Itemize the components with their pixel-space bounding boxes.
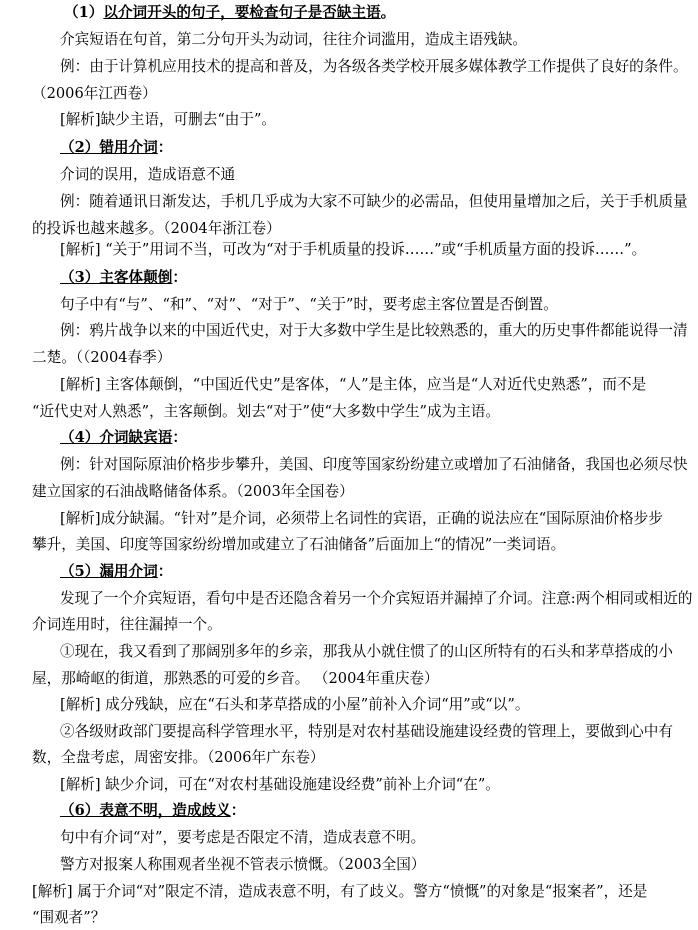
heading-punct: 。 — [380, 4, 396, 21]
text-line: ②各级财政部门要提高科学管理水平，特别是对农村基础设施建设经费的管理上，要做到心中有 — [60, 723, 673, 740]
text-line: “围观者”？ — [32, 909, 106, 926]
text-line: 例：随着通讯日渐发达，手机几乎成为大家不可缺少的必需品，但使用量增加之后，关于手机质量 — [60, 193, 688, 210]
section-heading — [60, 428, 187, 448]
heading-punct: ： — [172, 269, 187, 286]
section-heading — [60, 268, 187, 288]
analysis-line: [解析] 缺少介词，可在“对农村基础设施建设经费”前补上介词“在”。 — [60, 776, 500, 793]
heading-text: （2）错用介词 — [60, 139, 158, 156]
analysis-line: [解析] “关于”用词不当，可改为“对于手机质量的投诉……”或“手机质量方面的投诉……”。 — [60, 241, 647, 258]
text-line: 例：针对国际原油价格步步攀升，美国、印度等国家纷纷建立或增加了石油储备，我国也必须尽快 — [60, 456, 688, 473]
heading-punct: ： — [230, 802, 246, 819]
heading-text: （6）表意不明，造成歧义 — [60, 802, 231, 819]
analysis-line: [解析]缺少主语，可删去“由于”。 — [60, 111, 277, 128]
text-line: 二楚。（（2004春季） — [32, 349, 172, 366]
text-line: 的投诉也越来越多。（2004年浙江卷） — [32, 220, 281, 237]
analysis-line: [解析]成分缺漏。“针对”是介词，必须带上名词性的宾语，正确的说法应在“国际原油价格步步 — [60, 510, 663, 527]
text-line: “近代史对人熟悉”，主客颠倒。划去“对于”使“大多数中学生”成为主语。 — [32, 403, 500, 420]
text-line: （2006年江西卷） — [32, 85, 157, 102]
section-heading — [60, 562, 172, 582]
text-line: 句中有介词“对”，要考虑是否限定不清，造成表意不明。 — [60, 829, 426, 846]
section-heading — [60, 138, 172, 158]
text-line: 例：由于计算机应用技术的提高和普及，为各级各类学校开展多媒体教学工作提供了良好的条件。 — [60, 58, 688, 75]
section-heading — [60, 801, 245, 821]
heading-punct: ： — [172, 429, 187, 446]
text-line: 句子中有“与”、“和”、“对”、“对于”、“关于”时，要考虑主客位置是否倒置。 — [60, 296, 558, 313]
heading-text: （4）介词缺宾语 — [60, 429, 173, 446]
analysis-line: [解析] 成分残缺，应在“石头和茅草搭成的小屋”前补入介词“用”或“以”。 — [60, 696, 530, 713]
text-line: 屋，那崎岖的街道，那熟悉的可爱的乡音。 （2004年重庆卷） — [32, 670, 439, 687]
text-line: 攀升，美国、印度等国家纷纷增加或建立了石油储备”后面加上“的情况”一类词语。 — [32, 536, 566, 553]
analysis-line: [解析] 属于介词“对”限定不清，造成表意不明，有了歧义。警方“愤慨”的对象是“报案者”，还是 — [32, 883, 648, 900]
heading-text: 以介词开头的句子，要检查句子是否缺主语 — [103, 4, 381, 21]
heading-text: （3）主客体颠倒 — [60, 269, 173, 286]
text-line: 介词的误用，造成语意不通 — [60, 166, 236, 183]
heading-punct: ： — [157, 139, 173, 156]
text-line: 发现了一个介宾短语，看句中是否还隐含着另一个介宾短语并漏掉了介词。注意:两个相同或相近的 — [60, 590, 693, 607]
text-line: 介词连用时，往往漏掉一个。 — [32, 616, 222, 633]
text-line: 介宾短语在句首，第二分句开头为动词，往往介词滥用，造成主语残缺。 — [60, 31, 528, 48]
text-line: 数，全盘考虑，周密安排。（2006年广东卷） — [32, 749, 325, 766]
heading-punct: ： — [157, 563, 173, 580]
heading-number: （1） — [64, 4, 104, 21]
heading-text: （5）漏用介词 — [60, 563, 158, 580]
text-line: 建立国家的石油战略储备体系。（2003年全国卷） — [32, 483, 354, 500]
section-heading — [64, 3, 395, 23]
analysis-line: [解析] 主客体颠倒，“中国近代史”是客体，“人”是主体，应当是“人对近代史熟悉”，而不是 — [60, 376, 647, 393]
text-line: 警方对报案人称围观者坐视不管表示愤慨。（2003全国） — [60, 856, 426, 873]
text-line: 例：鸦片战争以来的中国近代史，对于大多数中学生是比较熟悉的，重大的历史事件都能说得一清 — [60, 322, 688, 339]
text-line: ①现在，我又看到了那阔别多年的乡亲，那我从小就住惯了的山区所特有的石头和茅草搭成的小 — [60, 643, 673, 660]
